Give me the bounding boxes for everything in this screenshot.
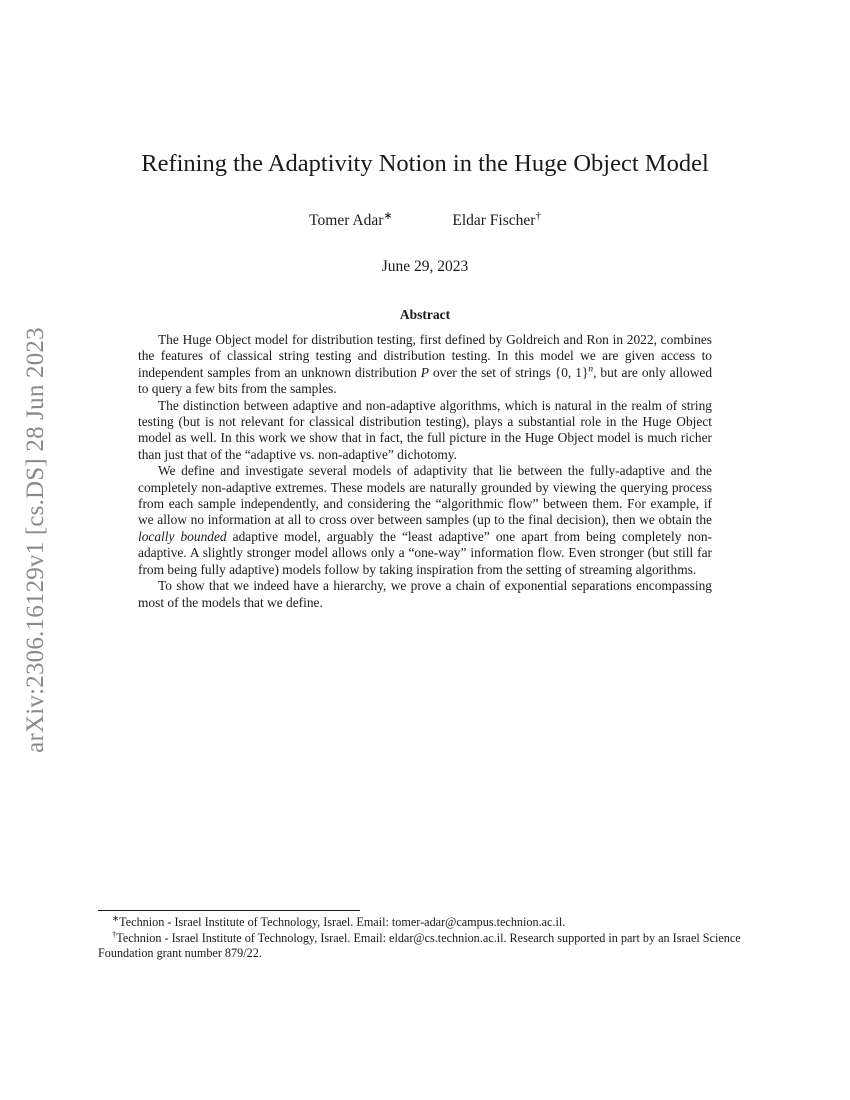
footnotes [98, 912, 752, 962]
author-list [0, 209, 850, 230]
emphasized-term: locally bounded [138, 528, 227, 544]
math-variable: P [420, 364, 429, 380]
footnote: †Technion - Israel Institute of Technology, Israel. Email: eldar@cs.technion.ac.il. Research supported in part by an Israel Science Foundation grant number 879/22. [98, 928, 741, 960]
arxiv-sidebar [8, 295, 64, 785]
abstract-heading: Abstract [399, 307, 451, 322]
abstract-body [138, 332, 712, 611]
author-name: Tomer Adar [309, 212, 384, 229]
abstract-paragraph: To show that we indeed have a hierarchy, we prove a chain of exponential separations encompassing most of the models that we define. [138, 578, 712, 610]
abstract-paragraph: The Huge Object model for distribution testing, first defined by Goldreich and Ron in 2022, combines the features of classical string testing and distribution testing. In this model we are given access to independent samples from an unknown distribution P over the set of strings {0, 1}$^n$, but are only allowed to query a few bits from the samples. [138, 332, 713, 397]
abstract-paragraph: The distinction between adaptive and non-adaptive algorithms, which is natural in the realm of string testing (but is not relevant for classical distribution testing), plays a substantial role in the Huge Object model as well. In this work we show that in fact, the full picture in the Huge Object model is much richer than just that of the “adaptive vs. non-adaptive” dichotomy. [138, 397, 712, 462]
abstract-paragraph: We define and investigate several models of adaptivity that lie between the fully-adaptive and the completely non-adaptive extremes. These models are naturally grounded by viewing the querying process from each sample independently, and considering the “algorithmic flow” between them. For example, if we allow no information at all to cross over between samples (up to the final decision), then we obtain the locally bounded adaptive model, arguably the “least adaptive” one apart from being completely non-adaptive. A slightly stronger model allows only a “one-way” information flow. Even stronger (but still far from being fully adaptive) models follow by taking inspiration from the setting of streaming algorithms. [138, 463, 712, 577]
author-1 [309, 209, 393, 230]
author-footnote-mark: ∗ [383, 209, 393, 222]
footnote-mark: † [112, 928, 117, 939]
footnote: ∗Technion - Israel Institute of Technology, Israel. Email: tomer-adar@campus.technion.ac.il. [112, 912, 566, 929]
paper-date: June 29, 2023 [381, 258, 469, 275]
math-exponent: n [588, 364, 594, 375]
footnote-divider [98, 910, 360, 911]
arxiv-identifier: arXiv:2306.16129v1 [cs.DS] 28 Jun 2023 [22, 327, 50, 753]
footnote-mark: ∗ [112, 912, 120, 923]
author-name: Eldar Fischer [452, 212, 536, 229]
author-2 [452, 209, 541, 230]
paper-title: Refining the Adaptivity Notion in the Huge Object Model [141, 150, 709, 177]
author-footnote-mark: † [535, 209, 541, 222]
